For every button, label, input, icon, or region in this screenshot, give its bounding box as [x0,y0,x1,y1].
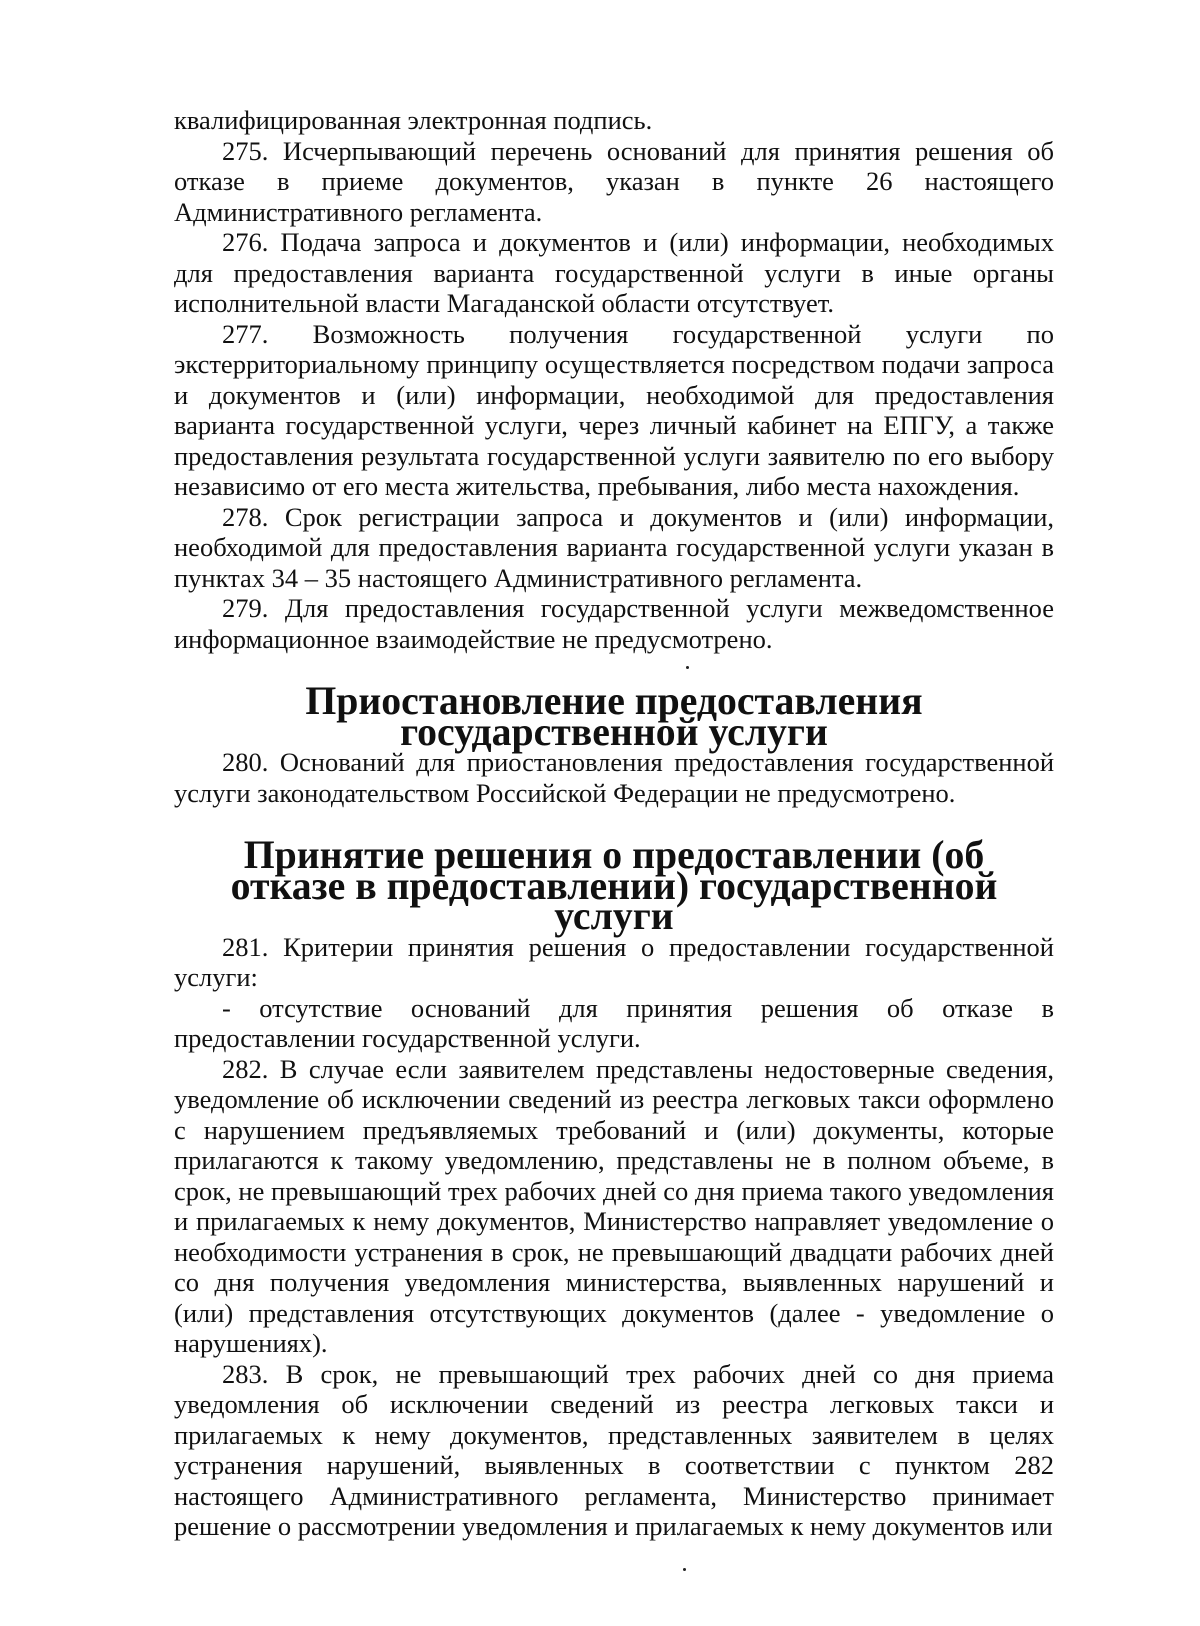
paragraph-282: 282. В случае если заявителем представлены недостоверные сведения, уведомление об исключении сведений из реестра легковых такси оформлено с нарушением предъявляемых требований и (или) документы, которые прилагаются к такому уведомлению, представлены не в полном объеме, в срок, не превышающий трех рабочих дней со дня приема такого уведомления и прилагаемых к нему документов, Министерство направляет уведомление о необходимости устранения в срок, не превышающий двадцати рабочих дней со дня получения уведомления министерства, выявленных нарушений и (или) представления отсутствующих документов (далее - уведомление о нарушениях). [174,1053,1054,1358]
paragraph-277: 277. Возможность получения государственной услуги по экстерриториальному принципу осуществляется посредством подачи запроса и документов и (или) информации, необходимой для предоставления варианта государственной услуги, через личный кабинет на ЕПГУ, а также предоставления результата государственной услуги заявителю по его выбору независимо от его места жительства, пребывания, либо места нахождения. [174,318,1054,501]
scan-speck [683,1568,686,1571]
document-body [174,105,1054,1542]
paragraph-276: 276. Подача запроса и документов и (или) информации, необходимых для предоставления варианта государственной услуги в иные органы исполнительной власти Магаданской области отсутствует. [174,227,1054,318]
paragraph-278: 278. Срок регистрации запроса и документов и (или) информации, необходимой для предоставления варианта государственной услуги указан в пунктах 34 – 35 настоящего Административного регламента. [174,501,1054,593]
section-heading-suspension: Приостановление предоставления государственной услуги [305,679,923,754]
paragraph-275: 275. Исчерпывающий перечень оснований для принятия решения об отказе в приеме документов, указан в пункте 26 настоящего Административного регламента. [174,135,1054,227]
paragraph-283: 283. В срок, не превышающий трех рабочих дней со дня приема уведомления об исключении сведений из реестра легковых такси и прилагаемых к нему документов, представленных заявителем в целях устранения нарушений, выявленных в соответствии с пунктом 282 настоящего Административного регламента, Министерство принимает решение о рассмотрении уведомления и прилагаемых к нему документов или [174,1358,1054,1541]
paragraph-281-list-item: - отсутствие оснований для принятия решения об отказе в предоставлении государственной услуги. [174,992,1054,1053]
scan-speck [686,666,689,669]
section-heading-decision: Принятие решения о предоставлении (об отказе в предоставлении) государственной услуги [230,833,998,938]
paragraph-intro-continuation: квалифицированная электронная подпись. [174,105,653,135]
paragraph-279: 279. Для предоставления государственной услуги межведомственное информационное взаимодействие не предусмотрено. [174,593,1054,654]
paragraph-280: 280. Оснований для приостановления предоставления государственной услуги законодательством Российской Федерации не предусмотрено. [174,747,1054,808]
paragraph-281: 281. Критерии принятия решения о предоставлении государственной услуги: [174,931,1054,992]
